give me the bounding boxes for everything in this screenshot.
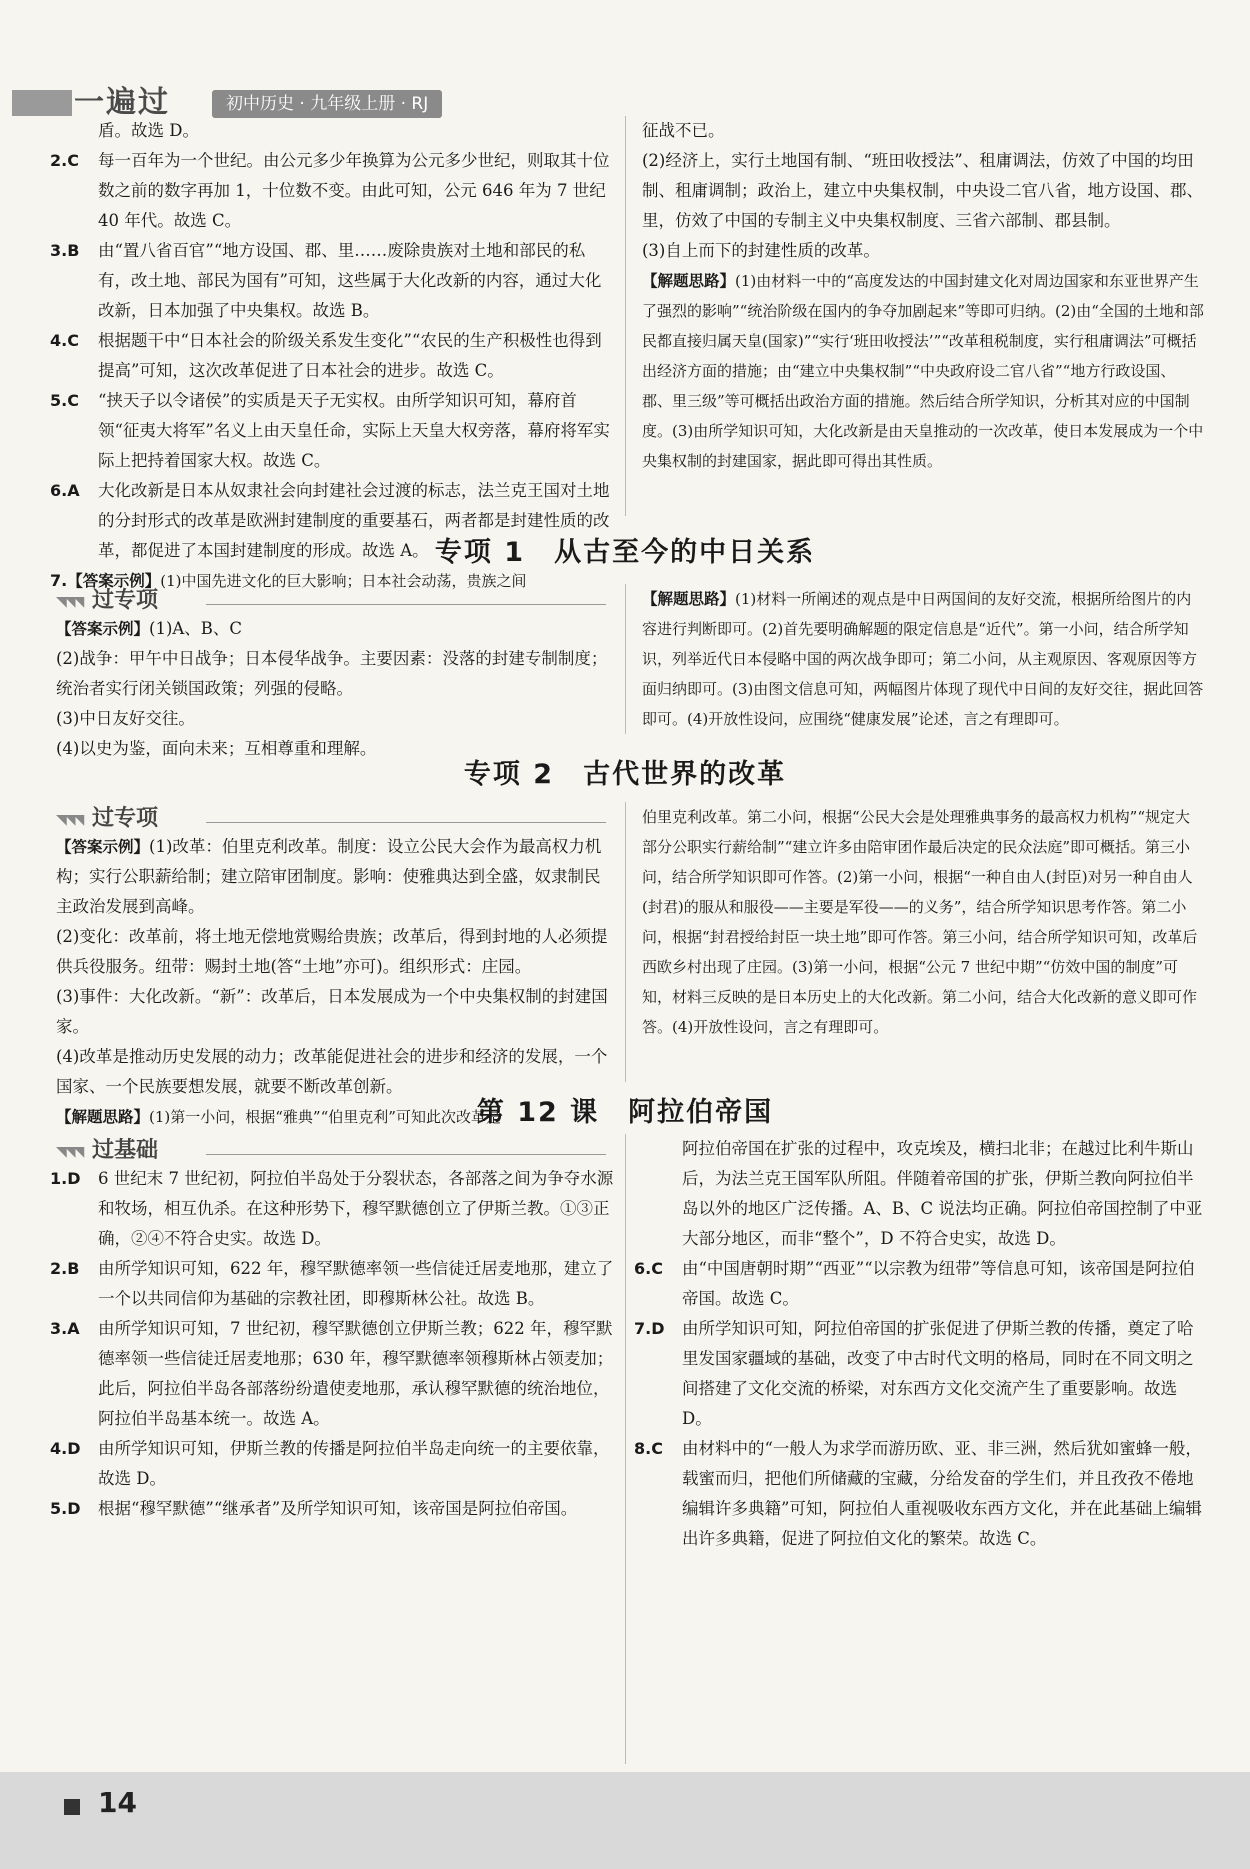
section-rule [206,604,606,605]
answer-item: 3.B 由“置八省百官”“地方设国、郡、里……废除贵族对土地和部民的私有，改土地、部民为国有”可知，这些属于大化改新的内容，通过大化改新，日本加强了中央集权。故选 B。 [50,241,602,320]
answer-line: 【答案示例】(1)改革：伯里克利改革。制度：设立公民大会作为最高权力机构；实行公职薪给制；建立陪审团制度。影响：使雅典达到全盛，奴隶制民主政治发展到高峰。 [56,837,602,916]
answer-item: 阿拉伯帝国在扩张的过程中，攻克埃及，横扫北非；在越过比利牛斯山后，为法兰克王国军队所阻。伴随着帝国的扩张，伊斯兰教向阿拉伯半岛以外的地区广泛传播。A、B、C 说法均正确。阿拉伯帝国控制了中亚大部分地区，而非“整个”，D 不符合史实，故选 D。 [682,1139,1203,1248]
answer-item: 4.D 由所学知识可知，伊斯兰教的传播是阿拉伯半岛走向统一的主要依靠，故选 D。 [50,1439,610,1488]
lesson12-right [634,1134,1204,1554]
answer-item: 4.C 根据题干中“日本社会的阶级关系发生变化”“农民的生产积极性也得到提高”可知，这次改革促进了日本社会的进步。故选 C。 [50,331,602,380]
answer-line: (3)中日友好交往。 [56,709,195,728]
section-deco-icon: ◥◥◥ [56,1144,83,1160]
section-header: ◥◥◥ 过专项 [56,584,616,620]
answer-line: (2)经济上，实行土地国有制、“班田收授法”、租庸调法，仿效了中国的均田制、租庸调制；政治上，建立中央集权制，中央设二官八省，地方设国、郡、里，仿效了中国的专制主义中央集权制度、三省六部制、郡县制。 [642,151,1203,230]
answer-item: 2.B 由所学知识可知，622 年，穆罕默德率领一些信徒迁居麦地那，建立了一个以共同信仰为基础的宗教社团，即穆斯林公社。故选 B。 [50,1259,614,1308]
answer-line: (4)改革是推动历史发展的动力；改革能促进社会的进步和经济的发展，一个国家、一个民族要想发展，就要不断改革创新。 [56,1047,608,1096]
topic-title: 专项 2 古代世界的改革 [463,759,787,790]
book-tag: 初中历史 · 九年级上册 · RJ [212,90,442,118]
answer-item: 2.C 每一百年为一个世纪。由公元多少年换算为公元多少世纪，则取其十位数之前的数字再加 1，十位数不变。由此可知，公元 646 年为 7 世纪 40 年代。故选 C。 [50,151,610,230]
section-deco-icon: ◥◥◥ [56,594,83,610]
analysis: 【解题思路】(1)由材料一中的“高度发达的中国封建文化对周边国家和东亚世界产生了强烈的影响”“统治阶级在国内的争夺加剧起来”等即可归纳。(2)由“全国的土地和部民都直接归属天皇(国家)”“实行‘班田收授法’”“改革租税制度，实行租庸调法”可概括出经济方面的措施；由“建立中央集权制”“中央政府设二官八省”“地方行政设国、郡、里三级”等可概括出政治方面的措施。然后结合所学知识，分析其对应的中国制度。(3)由所学知识可知，大化改新是由天皇推动的一次改革，使日本发展成为一个中央集权制的封建国家，据此即可得出其性质。 [642,272,1204,470]
section-header: ◥◥◥ 过专项 [56,802,616,838]
answer-line: (3)自上而下的封建性质的改革。 [642,241,880,260]
page-number: 14 [98,1786,137,1819]
lesson12-left [50,1164,616,1524]
page-footer [0,1772,1250,1869]
answer-item: 3.A 由所学知识可知，7 世纪初，穆罕默德创立伊斯兰教；622 年，穆罕默德率领一些信徒迁居麦地那；630 年，穆罕默德率领穆斯林占领麦加；此后，阿拉伯半岛各部落纷纷遣使麦地那，承认穆罕默德的统治地位，阿拉伯半岛基本统一。故选 A。 [50,1319,614,1428]
page-marker-icon [64,1799,80,1815]
answer-line: 【答案示例】(1)A、B、C [56,619,243,638]
answer-item: 8.C 由材料中的“一般人为求学而游历欧、亚、非三洲，然后犹如蜜蜂一般，载蜜而归，把他们所储藏的宝藏，分给发奋的学生们，并且孜孜不倦地编辑许多典籍”可知，阿拉伯人重视吸收东西方文化，并在此基础上编辑出许多典籍，促进了阿拉伯文化的繁荣。故选 C。 [634,1439,1202,1548]
answer-item: 5.C “挟天子以令诸侯”的实质是天子无实权。由所学知识可知，幕府首领“征夷大将军”名义上由天皇任命，实际上天皇大权旁落，幕府将军实际上把持着国家大权。故选 C。 [50,391,610,470]
answer-item: 7.【答案示例】(1)中国先进文化的巨大影响；日本社会动荡，贵族之间 [50,571,527,590]
answer-line: (2)变化：改革前，将土地无偿地赏赐给贵族；改革后，得到封地的人必须提供兵役服务。纽带：赐封土地(答“土地”亦可)。组织形式：庄园。 [56,927,608,976]
section-deco-icon: ◥◥◥ [56,812,83,828]
column-divider [625,584,626,734]
topic-title: 专项 1 从古至今的中日关系 [434,537,816,568]
answer-item: 1.D 6 世纪末 7 世纪初，阿拉伯半岛处于分裂状态，各部落之间为争夺水源和牧场，相互仇杀。在这种形势下，穆罕默德创立了伊斯兰教。①③正确，②④不符合史实。故选 D。 [50,1169,614,1248]
topic1-right [642,584,1204,734]
topic2-right [642,802,1204,1042]
top-left-column [50,116,616,596]
column-divider [625,116,626,516]
topic2-left [56,832,616,1132]
topic1-left [56,614,616,764]
column-divider [625,802,626,1082]
analysis: 伯里克利改革。第二小问，根据“公民大会是处理雅典事务的最高权力机构”“规定大部分公职实行薪给制”“建立许多由陪审团作最后决定的民众法庭”即可概括。第三小问，结合所学知识即可作答。(2)第一小问，根据“一种自由人(封臣)对另一种自由人(封君)的服从和服役——主要是军役——的义务”，结合所学知识思考作答。第二小问，根据“封君授给封臣一块土地”即可作答。第三小问，结合所学知识可知，改革后西欧乡村出现了庄园。(3)第一小问，根据“公元 7 世纪中期”“仿效中国的制度”可知，材料三反映的是日本历史上的大化改新。第二小问，结合大化改新的意义即可作答。(4)开放性设问，言之有理即可。 [642,808,1198,1036]
answer-item: 盾。故选 D。 [98,121,199,140]
answer-line: (2)战争：甲午中日战争；日本侵华战争。主要因素：没落的封建专制制度；统治者实行闭关锁国政策；列强的侵略。 [56,649,608,698]
answer-line: (4)以史为鉴，面向未来；互相尊重和理解。 [56,739,377,758]
answer-item: 6.C 由“中国唐朝时期”“西亚”“以宗教为纽带”等信息可知，该帝国是阿拉伯帝国。故选 C。 [634,1259,1195,1308]
section-rule [206,1154,606,1155]
answer-item: 5.D 根据“穆罕默德”“继承者”及所学知识可知，该帝国是阿拉伯帝国。 [50,1499,578,1518]
analysis: 【解题思路】(1)材料一所阐述的观点是中日两国间的友好交流，根据所给图片的内容进行判断即可。(2)首先要明确解题的限定信息是“近代”。第一小问，结合所学知识，列举近代日本侵略中国的两次战争即可；第二小问，从主观原因、客观原因等方面归纳即可。(3)由图文信息可知，两幅图片体现了现代中日间的友好交往，据此回答即可。(4)开放性设问，应围绕“健康发展”论述，言之有理即可。 [642,590,1204,728]
top-right-column [642,116,1204,476]
answer-item: 6.A 大化改新是日本从奴隶社会向封建社会过渡的标志，法兰克王国对土地的分封形式的改革是欧洲封建制度的重要基石，两者都是封建性质的改革，都促进了本国封建制度的形成。故选 A。 [50,481,610,560]
analysis: 【解题思路】(1)第一小问，根据“雅典”“伯里克利”可知此次改革是 [56,1108,501,1126]
column-divider [625,1134,626,1764]
header-bar [12,90,72,116]
answer-line: (3)事件：大化改新。“新”：改革后，日本发展成为一个中央集权制的封建国家。 [56,987,608,1036]
brand-logo: 一遍过 [74,85,170,120]
section-rule [206,822,606,823]
answer-item: 7.D 由所学知识可知，阿拉伯帝国的扩张促进了伊斯兰教的传播，奠定了哈里发国家疆域的基础，改变了中古时代文明的格局，同时在不同文明之间搭建了文化交流的桥梁，对东西方文化交流产生了重要影响。故选 D。 [634,1319,1194,1428]
lesson-title: 第 12 课 阿拉伯帝国 [476,1097,774,1128]
answer-line: 征战不已。 [642,121,725,140]
section-header: ◥◥◥ 过基础 [56,1134,616,1170]
